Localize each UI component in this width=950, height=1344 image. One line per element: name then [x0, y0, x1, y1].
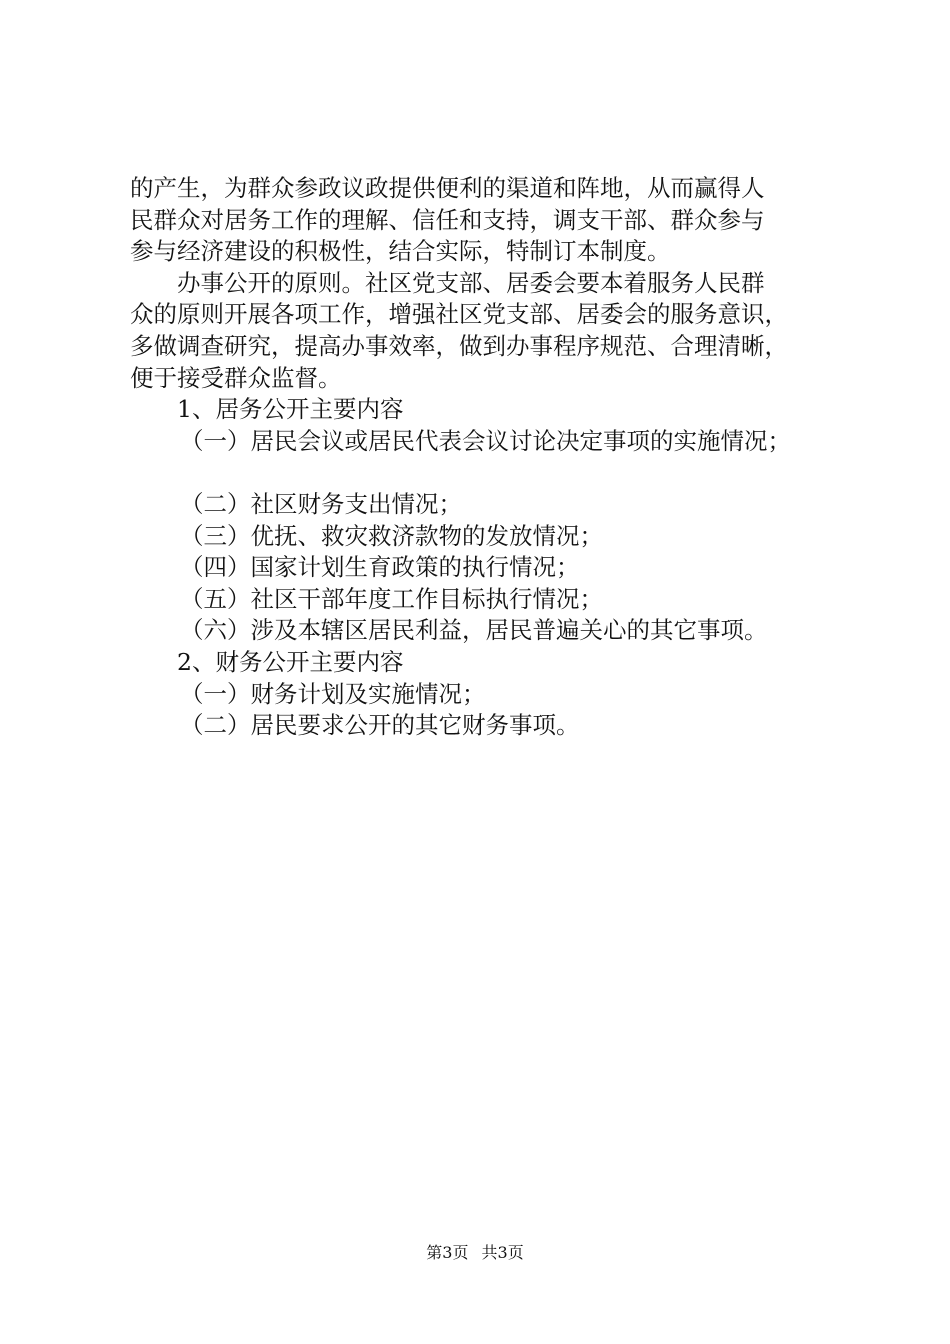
section-heading: 2、财务公开主要内容: [177, 647, 404, 676]
page-total: 共3页: [481, 1243, 524, 1262]
paragraph-line: 民群众对居务工作的理解、信任和支持，调支干部、群众参与: [130, 205, 765, 234]
paragraph-line: 多做调查研究，提高办事效率，做到办事程序规范、合理清晰，: [130, 331, 788, 360]
list-item: （六）涉及本辖区居民利益，居民普遍关心的其它事项。: [180, 616, 768, 645]
page-number: 第3页: [426, 1243, 469, 1262]
document-body: [130, 173, 850, 742]
list-item: （一）财务计划及实施情况；: [180, 679, 486, 708]
paragraph-line: 参与经济建设的积极性，结合实际，特制订本制度。: [130, 237, 671, 266]
list-item: （五）社区干部年度工作目标执行情况；: [180, 584, 603, 613]
list-item: （三）优抚、救灾救济款物的发放情况；: [180, 521, 603, 550]
paragraph-line: 的产生，为群众参政议政提供便利的渠道和阵地，从而赢得人: [130, 174, 765, 202]
page-footer: [0, 1240, 950, 1263]
list-item: （二）居民要求公开的其它财务事项。: [180, 711, 580, 740]
paragraph-line: 办事公开的原则。社区党支部、居委会要本着服务人民群: [177, 268, 765, 297]
list-item: （四）国家计划生育政策的执行情况；: [180, 553, 580, 582]
section-heading: 1、居务公开主要内容: [177, 395, 404, 424]
list-item: （二）社区财务支出情况；: [180, 489, 462, 518]
paragraph-line: 便于接受群众监督。: [130, 363, 342, 392]
paragraph-line: 众的原则开展各项工作，增强社区党支部、居委会的服务意识，: [130, 300, 788, 329]
list-item: （一）居民会议或居民代表会议讨论决定事项的实施情况；: [180, 426, 791, 455]
blank-line: [130, 457, 850, 489]
